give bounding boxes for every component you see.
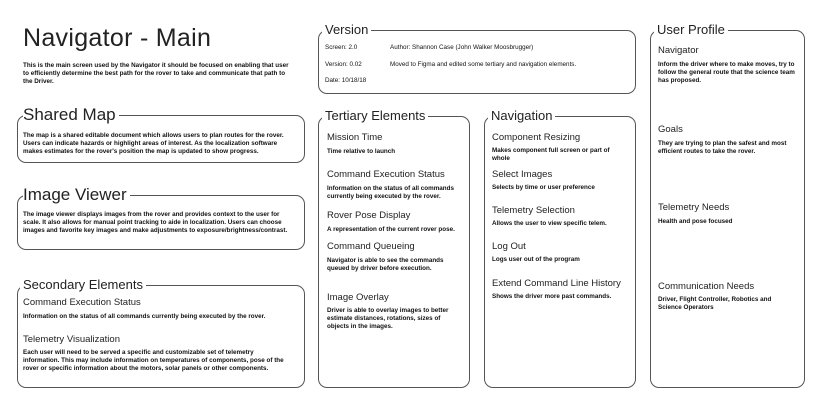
version-number: Version: 0.02 xyxy=(325,61,362,68)
tertiary-item-text: Navigator is able to see the commands queued by driver before execution. xyxy=(327,257,444,272)
image-viewer-heading: Image Viewer xyxy=(23,185,130,205)
tertiary-item-title: Rover Pose Display xyxy=(327,210,411,221)
secondary-item-text: Each user will need to be served a specific and customizable set of telemetry information. This may include information on temperatures of components, pose of the rover or specific information about the motors, solar panels or other components. xyxy=(23,349,284,372)
user-profile-item-text: Health and pose focused xyxy=(658,218,733,225)
version-author: Author: Shannon Case (John Walker Moosbrugger) xyxy=(390,44,534,51)
navigation-item-title: Log Out xyxy=(492,241,526,252)
shared-map-description: The map is a shared editable document which allows users to plan routes for the rover. Users can indicate hazards or highlight areas of interest. As the localization software makes estimates for the rover's position the map is updated to show progress. xyxy=(23,132,284,155)
navigation-item-text: Shows the driver more past commands. xyxy=(492,293,612,300)
user-profile-item-title: Navigator xyxy=(658,45,699,56)
version-date: Date: 10/18/18 xyxy=(325,77,367,84)
user-profile-item-title: Telemetry Needs xyxy=(658,202,730,213)
version-heading: Version xyxy=(322,22,371,37)
navigation-item-title: Component Resizing xyxy=(492,132,581,143)
navigation-item-title: Select Images xyxy=(492,169,553,180)
navigation-item-text: Allows the user to view specific telem. xyxy=(492,220,607,227)
secondary-item-text: Information on the status of all commands currently being executed by the rover. xyxy=(23,313,266,320)
tertiary-item-text: Information on the status of all commands currently being executed by the rover. xyxy=(327,185,454,200)
secondary-item-title: Command Execution Status xyxy=(23,297,141,308)
tertiary-item-text: Driver is able to overlay images to better estimate distances, rotations, sizes of objects in the images. xyxy=(327,307,449,330)
user-profile-item-text: Inform the driver where to make moves, try to follow the general route that the science team has proposed. xyxy=(658,61,795,84)
image-viewer-description: The image viewer displays images from the rover and provides context to the user for scale. It also allows for manual point tracking to aide in localization. Users can choose images and favorite key images and make adjustments to exposure/brightness/contrast. xyxy=(23,211,288,234)
version-change-note: Moved to Figma and edited some tertiary and navigation elements. xyxy=(390,61,577,68)
tertiary-item-title: Command Queueing xyxy=(327,241,415,252)
user-profile-item-title: Goals xyxy=(658,124,683,135)
page-title: Navigator - Main xyxy=(23,24,212,52)
secondary-elements-heading: Secondary Elements xyxy=(20,277,146,292)
user-profile-item-text: Driver, Flight Controller, Robotics and Science Operators xyxy=(658,296,772,311)
version-screen: Screen: 2.0 xyxy=(325,44,358,51)
user-profile-heading: User Profile xyxy=(654,22,728,37)
shared-map-heading: Shared Map xyxy=(23,105,119,125)
tertiary-item-title: Mission Time xyxy=(327,132,383,143)
user-profile-item-text: They are trying to plan the safest and most efficient routes to take the rover. xyxy=(658,140,787,155)
tertiary-item-title: Command Execution Status xyxy=(327,169,445,180)
navigation-item-text: Makes component full screen or part of whole xyxy=(492,147,610,162)
secondary-item-title: Telemetry Visualization xyxy=(23,334,120,345)
navigation-item-text: Logs user out of the program xyxy=(492,256,580,263)
user-profile-item-title: Communication Needs xyxy=(658,281,755,292)
tertiary-item-title: Image Overlay xyxy=(327,292,389,303)
tertiary-item-text: Time relative to launch xyxy=(327,148,396,155)
navigation-item-title: Telemetry Selection xyxy=(492,205,575,216)
navigation-item-title: Extend Command Line History xyxy=(492,278,621,289)
navigation-item-text: Selects by time or user preference xyxy=(492,184,595,191)
navigation-heading: Navigation xyxy=(488,108,555,123)
tertiary-item-text: A representation of the current rover pose. xyxy=(327,226,455,233)
page-description: This is the main screen used by the Navigator it should be focused on enabling that user to efficiently determine the best path for the rover to take and communicate that path to the Driver. xyxy=(23,62,289,85)
tertiary-elements-heading: Tertiary Elements xyxy=(322,108,428,123)
